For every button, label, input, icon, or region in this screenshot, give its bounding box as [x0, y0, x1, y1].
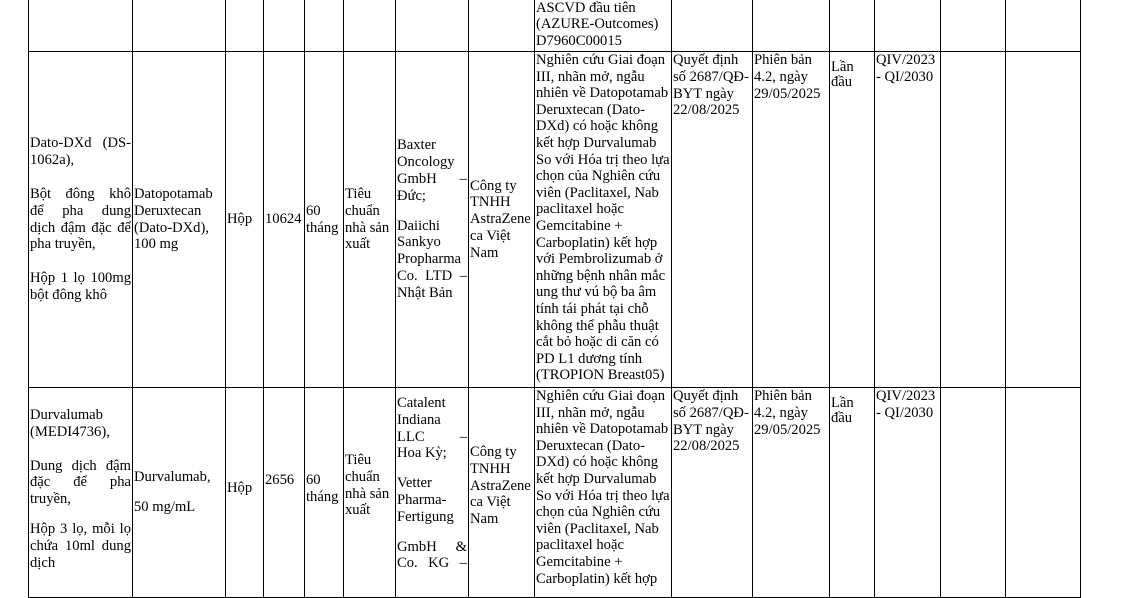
- manufacturer-line: Fertigung: [397, 508, 454, 525]
- dosage-form-line: để pha dung: [30, 202, 131, 219]
- cell-manufacturer: [396, 388, 469, 598]
- study-line: những bệnh nhân mắc: [536, 267, 666, 284]
- cell-manufacturer: [396, 0, 469, 52]
- shelf-life-line: 60: [306, 202, 321, 219]
- dosage-form-line: Dung dịch đậm: [30, 457, 131, 474]
- dosage-form-line: đặc để pha: [30, 474, 131, 491]
- times-line: đầu: [831, 409, 853, 426]
- manufacturer-line: Sankyo: [397, 234, 441, 251]
- study-line: kết hợp Durvalumab: [536, 470, 657, 487]
- cell-extra-1: [941, 388, 1006, 598]
- study-line: D7960C00015: [536, 33, 622, 50]
- cell-name: [29, 0, 133, 52]
- standard-line: chuẩn: [345, 468, 380, 485]
- study-line: nhiên về Datopotamab: [536, 421, 669, 438]
- version-line: 4.2, ngày: [754, 68, 808, 85]
- company-line: AstraZene: [470, 211, 531, 228]
- manufacturer-line: LLC –: [397, 428, 467, 445]
- study-line: Nghiên cứu Giai đoạn: [536, 52, 666, 68]
- drug-name-line: 1062a),: [30, 152, 75, 169]
- cell-version: [753, 0, 830, 52]
- manufacturer-line: Catalent: [397, 395, 446, 411]
- company-line: ca Việt: [470, 227, 511, 244]
- shelf-life-line: tháng: [306, 488, 339, 505]
- period-line: - QI/2030: [876, 68, 934, 85]
- period-line: - QI/2030: [876, 404, 934, 421]
- manufacturer-line: Propharma: [397, 251, 462, 268]
- shelf-life-line: tháng: [306, 219, 339, 236]
- cell-quantity: [264, 52, 305, 388]
- cell-extra-2: [1006, 0, 1081, 52]
- manufacturer-line: Baxter: [397, 137, 436, 154]
- cell-unit: [226, 52, 264, 388]
- study-line: paclitaxel hoặc: [536, 201, 624, 218]
- study-line: chọn của Nghiên cứu: [536, 168, 661, 185]
- study-line: không thể phẫu thuật: [536, 317, 659, 334]
- times-line: đầu: [831, 73, 853, 90]
- manufacturer-line: Vetter: [397, 475, 432, 492]
- study-line: Gemcitabine +: [536, 217, 623, 234]
- cell-unit: [226, 388, 264, 598]
- cell-unit: [226, 0, 264, 52]
- study-line: Deruxtecan (Dato-: [536, 437, 645, 454]
- decision-line: BYT ngày: [673, 85, 734, 102]
- version-line: 29/05/2025: [754, 85, 821, 102]
- table-row: [29, 388, 1081, 598]
- packaging-line: Hộp 3 lọ, mỗi lọ: [30, 520, 131, 537]
- study-line: nhiên về Datopotamab: [536, 85, 669, 102]
- study-line: So với Hóa trị theo lựa: [536, 487, 670, 504]
- packaging-line: Hộp 1 lọ 100mg: [30, 270, 131, 287]
- study-line: DXd) có hoặc không: [536, 454, 658, 471]
- study-line: tính tái phát tại chỗ: [536, 300, 649, 317]
- drug-name-line: Durvalumab: [30, 407, 103, 423]
- packaging-line: dịch: [30, 554, 56, 571]
- cell-name: [29, 388, 133, 598]
- company-line: TNHH: [470, 460, 511, 477]
- version-line: 4.2, ngày: [754, 404, 808, 421]
- dosage-form-line: pha truyền,: [30, 236, 96, 253]
- cell-standard: [344, 0, 396, 52]
- study-line: Carboplatin) kết hợp: [536, 570, 658, 587]
- manufacturer-line: Pharma-: [397, 491, 447, 508]
- company-line: AstraZene: [470, 477, 531, 494]
- study-line: DXd) có hoặc không: [536, 118, 658, 135]
- cell-study: [535, 388, 672, 598]
- table-row: [29, 0, 1081, 52]
- company-line: Công ty: [470, 177, 517, 194]
- study-line: viên (Paclitaxel, Nab: [536, 520, 659, 537]
- study-line: Deruxtecan (Dato-: [536, 101, 645, 118]
- company-line: ca Việt: [470, 494, 511, 511]
- unit-text: Hộp: [227, 211, 253, 228]
- drug-name-line: Dato-DXd (DS-: [30, 135, 131, 152]
- standard-line: chuẩn: [345, 202, 380, 219]
- unit-text: Hộp: [227, 480, 253, 496]
- dosage-form-line: dịch đậm đặc để: [30, 219, 131, 236]
- version-line: Phiên bản: [754, 388, 812, 404]
- cell-times: [830, 388, 875, 598]
- ingredient-line: 100 mg: [134, 236, 179, 253]
- manufacturer-line: Indiana: [397, 411, 441, 428]
- cell-times: [830, 52, 875, 388]
- standard-line: Tiêu: [345, 452, 372, 468]
- version-line: Phiên bản: [754, 52, 812, 68]
- decision-line: BYT ngày: [673, 421, 734, 438]
- standard-line: xuất: [345, 236, 371, 253]
- cell-shelf-life: [305, 52, 344, 388]
- manufacturer-line: Oncology: [397, 154, 455, 171]
- cell-study: [535, 52, 672, 388]
- decision-line: 22/08/2025: [673, 102, 740, 119]
- cell-ingredient: [133, 52, 226, 388]
- study-line: paclitaxel hoặc: [536, 537, 624, 554]
- cell-extra-2: [1006, 52, 1081, 388]
- decision-line: 22/08/2025: [673, 438, 740, 455]
- cell-quantity: [264, 388, 305, 598]
- study-line: chọn của Nghiên cứu: [536, 504, 661, 521]
- table-row: [29, 52, 1081, 388]
- study-line: với Pembrolizumab ở: [536, 251, 663, 268]
- cell-period: [875, 0, 941, 52]
- ingredient-line: Datopotamab: [134, 185, 213, 202]
- times-line: Lần: [831, 59, 854, 75]
- cell-company: [469, 52, 535, 388]
- shelf-life-line: 60: [306, 472, 321, 488]
- manufacturer-line: GmbH –: [397, 171, 467, 187]
- drug-trial-table: [28, 0, 1081, 598]
- study-line: ASCVD đầu tiên: [536, 0, 636, 16]
- study-line: ung thư vú bộ ba âm: [536, 284, 657, 301]
- standard-line: nhà sản: [345, 219, 390, 236]
- company-line: Nam: [470, 511, 499, 528]
- cell-version: [753, 52, 830, 388]
- cell-standard: [344, 52, 396, 388]
- cell-period: [875, 388, 941, 598]
- cell-quantity: [264, 0, 305, 52]
- standard-line: Tiêu: [345, 185, 372, 202]
- times-line: Lần: [831, 395, 854, 411]
- cell-ingredient: [133, 388, 226, 598]
- period-line: QIV/2023: [876, 388, 936, 404]
- cell-shelf-life: [305, 0, 344, 52]
- cell-decision: [672, 0, 753, 52]
- cell-manufacturer: [396, 52, 469, 388]
- study-line: PD L1 dương tính: [536, 350, 643, 367]
- cell-shelf-life: [305, 388, 344, 598]
- drug-name-line: (MEDI4736),: [30, 423, 110, 440]
- version-line: 29/05/2025: [754, 421, 821, 438]
- company-line: Nam: [470, 244, 499, 261]
- cell-times: [830, 0, 875, 52]
- study-line: Gemcitabine +: [536, 553, 623, 570]
- quantity-text: 2656: [265, 472, 295, 488]
- decision-line: Quyết định: [673, 388, 739, 404]
- cell-version: [753, 388, 830, 598]
- study-line: cắt bỏ hoặc di căn có: [536, 334, 659, 351]
- cell-name: [29, 52, 133, 388]
- cell-decision: [672, 388, 753, 598]
- manufacturer-line: Nhật Bản: [397, 284, 453, 301]
- company-line: Công ty: [470, 444, 517, 460]
- study-line: Nghiên cứu Giai đoạn: [536, 388, 666, 404]
- standard-line: nhà sản: [345, 485, 390, 502]
- study-line: Carboplatin) kết hợp: [536, 234, 658, 251]
- manufacturer-line: Co. KG –: [397, 555, 467, 572]
- study-line: So với Hóa trị theo lựa: [536, 151, 670, 168]
- study-line: kết hợp Durvalumab: [536, 134, 657, 151]
- period-line: QIV/2023: [876, 52, 936, 68]
- manufacturer-line: Co. LTD –: [397, 267, 467, 284]
- study-line: III, nhãn mở, ngẫu: [536, 404, 645, 421]
- company-line: TNHH: [470, 194, 511, 211]
- manufacturer-line: Đức;: [397, 187, 426, 204]
- manufacturer-line: Daiichi: [397, 217, 440, 234]
- decision-line: số 2687/QĐ-: [673, 68, 749, 85]
- ingredient-line: (Dato-DXd),: [134, 219, 209, 236]
- manufacturer-line: GmbH &: [397, 538, 467, 555]
- cell-company: [469, 0, 535, 52]
- cell-ingredient: [133, 0, 226, 52]
- cell-standard: [344, 388, 396, 598]
- cell-company: [469, 388, 535, 598]
- ingredient-line: Deruxtecan: [134, 202, 202, 219]
- ingredient-line: Durvalumab,: [134, 469, 211, 485]
- packaging-line: chứa 10ml dung: [30, 537, 131, 554]
- cell-extra-1: [941, 52, 1006, 388]
- dosage-form-line: truyền,: [30, 491, 71, 508]
- cell-study: [535, 0, 672, 52]
- study-line: (TROPION Breast05): [536, 367, 665, 384]
- decision-line: Quyết định: [673, 52, 739, 68]
- study-line: viên (Paclitaxel, Nab: [536, 184, 659, 201]
- cell-extra-2: [1006, 388, 1081, 598]
- manufacturer-line: Hoa Kỳ;: [397, 445, 447, 462]
- standard-line: xuất: [345, 502, 371, 519]
- ingredient-line: 50 mg/mL: [134, 498, 196, 515]
- cell-period: [875, 52, 941, 388]
- dosage-form-line: Bột đông khô: [30, 185, 131, 202]
- decision-line: số 2687/QĐ-: [673, 404, 749, 421]
- cell-extra-1: [941, 0, 1006, 52]
- study-line: III, nhãn mở, ngẫu: [536, 68, 645, 85]
- quantity-text: 10624: [265, 211, 302, 228]
- packaging-line: bột đông khô: [30, 286, 108, 303]
- study-line: (AZURE-Outcomes): [536, 16, 659, 33]
- cell-decision: [672, 52, 753, 388]
